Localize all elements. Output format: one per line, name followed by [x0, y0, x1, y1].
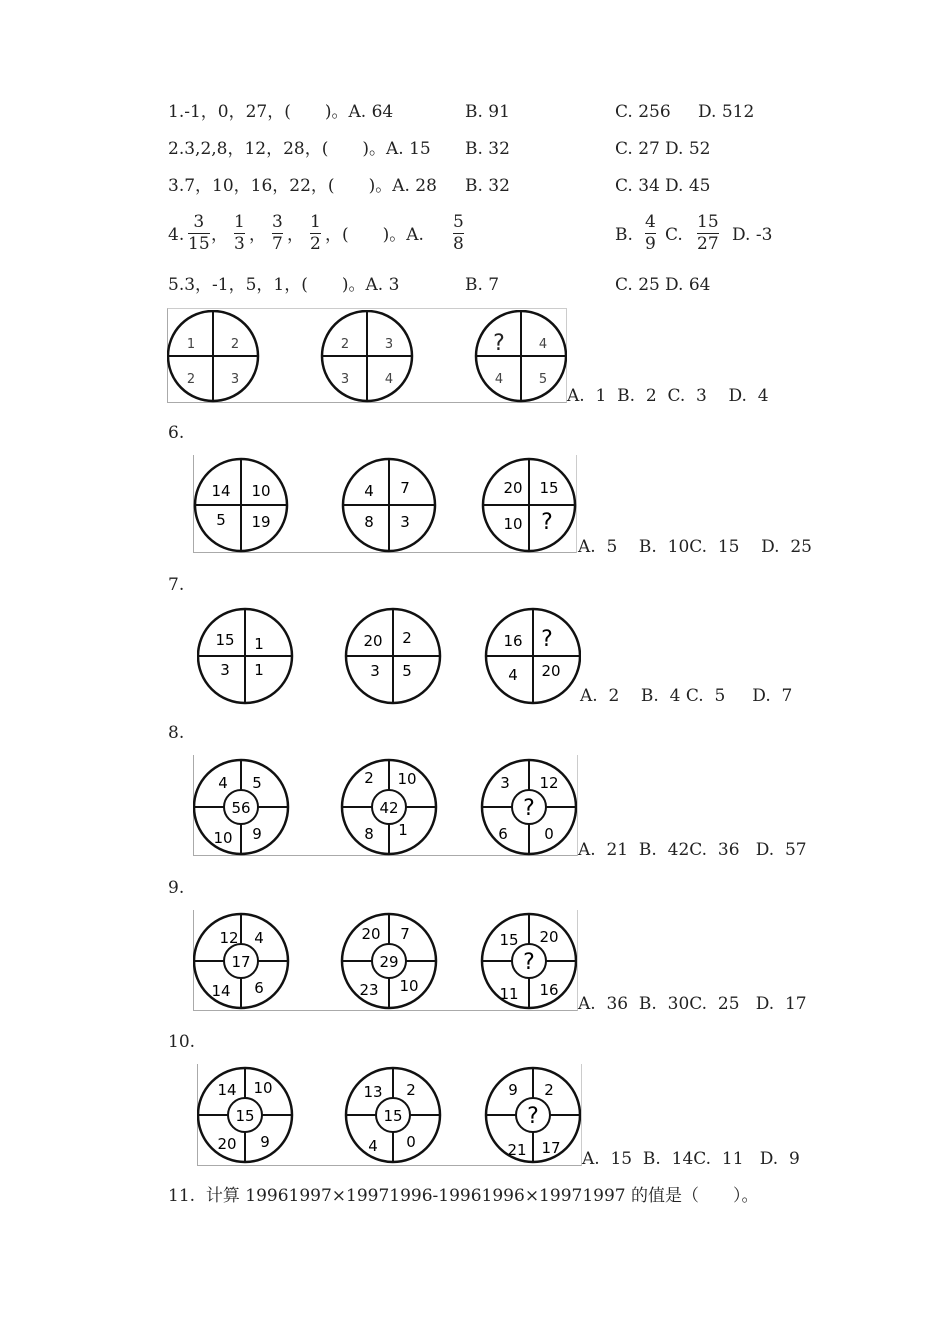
q3-stem: 3.7，10，16，22，( )。A. 28	[168, 176, 437, 196]
q4-separator: ，	[249, 225, 266, 245]
q10-circle-2	[346, 1068, 440, 1162]
q4-fraction-2	[234, 213, 245, 254]
q8-circle-1	[194, 760, 288, 854]
fraction-denominator: 9	[645, 234, 656, 254]
q7-circle-2	[346, 609, 440, 703]
cell-tl: 20	[503, 479, 523, 497]
cell-bl: 10	[503, 515, 523, 533]
cell-tl: 14	[211, 482, 231, 500]
q10-options: A. 15 B. 14C. 11 D. 9	[582, 1149, 800, 1169]
q2-option-b: B. 32	[465, 139, 510, 159]
q1-option-d: D. 512	[698, 102, 755, 122]
cell-tr: 1	[254, 635, 264, 653]
q8-label: 8.	[168, 723, 185, 743]
q5-circle-3	[476, 311, 566, 401]
q4-option-a-fraction	[453, 213, 464, 254]
q9-circle-1	[194, 914, 288, 1008]
cell-tr: 10	[251, 482, 271, 500]
q9-circle-3	[482, 914, 576, 1008]
q9-options: A. 36 B. 30C. 25 D. 17	[578, 994, 807, 1014]
cell-br: 4	[384, 372, 394, 387]
q4-option-c-label: C.	[665, 225, 683, 245]
cell-center: 15	[235, 1107, 255, 1125]
q9-figure	[193, 912, 577, 1014]
cell-tl: ?	[493, 331, 505, 356]
cell-br: 16	[539, 981, 559, 999]
cell-bl: 6	[498, 825, 508, 843]
q4-fraction-1	[188, 213, 210, 254]
fraction-denominator: 8	[453, 234, 464, 254]
q2-option-d: D. 52	[665, 139, 711, 159]
cell-br: 1	[254, 661, 264, 679]
q5-figure-options: A. 1 B. 2 C. 3 D. 4	[567, 386, 769, 406]
cell-br: ?	[541, 510, 553, 535]
fraction-numerator: 15	[697, 212, 719, 232]
cell-tl: 14	[217, 1081, 237, 1099]
cell-bl: 14	[211, 982, 231, 1000]
q7-circle-3	[486, 609, 580, 703]
q1-option-c: C. 256	[615, 102, 671, 122]
cell-bl: 2	[186, 372, 196, 387]
fraction-denominator: 3	[234, 234, 245, 254]
fraction-denominator: 2	[310, 234, 321, 254]
q5-option-d: D. 64	[665, 275, 711, 295]
q5-option-c: C. 25	[615, 275, 660, 295]
q7-options: A. 2 B. 4 C. 5 D. 7	[580, 686, 793, 706]
cell-tl: 4	[364, 482, 374, 500]
cell-tl: 15	[215, 631, 235, 649]
q4-option-b-label: B.	[615, 225, 633, 245]
q1-stem: 1.-1，0，27，( )。A. 64	[168, 102, 394, 122]
cell-bl: 10	[213, 829, 233, 847]
fraction-numerator: 3	[193, 212, 205, 232]
cell-center: 15	[383, 1107, 403, 1125]
cell-tl: 9	[508, 1081, 518, 1099]
cell-bl: 4	[494, 372, 504, 387]
cell-tr: 2	[406, 1081, 416, 1099]
cell-tr: 20	[539, 928, 559, 946]
q5-figure	[167, 310, 567, 408]
cell-tr: 15	[539, 479, 559, 497]
q4-fraction-4	[310, 213, 321, 254]
q6-circle-2	[343, 459, 435, 551]
q8-options: A. 21 B. 42C. 36 D. 57	[578, 840, 807, 860]
q5-circle-1	[168, 311, 258, 401]
q9-label: 9.	[168, 878, 185, 898]
cell-br: 5	[538, 372, 548, 387]
cell-tr: 10	[253, 1079, 273, 1097]
cell-center: 17	[231, 953, 251, 971]
cell-tl: 20	[361, 925, 381, 943]
q6-circle-3	[483, 459, 575, 551]
q5-stem: 5.3，-1，5，1，( )。A. 3	[168, 275, 400, 295]
q6-options: A. 5 B. 10C. 15 D. 25	[578, 537, 812, 557]
cell-br: 0	[544, 825, 554, 843]
q7-label: 7.	[168, 575, 185, 595]
cell-tl: 20	[363, 632, 383, 650]
cell-tl: 12	[219, 929, 239, 947]
cell-tl: 13	[363, 1083, 383, 1101]
q9-circle-2	[342, 914, 436, 1008]
cell-bl: 20	[217, 1135, 237, 1153]
cell-tr: 10	[397, 770, 417, 788]
q8-circle-3	[482, 760, 576, 854]
q3-option-d: D. 45	[665, 176, 711, 196]
fraction-numerator: 5	[453, 212, 464, 232]
cell-center: 56	[231, 799, 251, 817]
q11-text: 11. 计算 19961997×19971996-19961996×19971997 的值是（ ）。	[168, 1186, 759, 1206]
q4-option-b-fraction	[645, 213, 656, 254]
cell-br: 1	[398, 821, 408, 839]
cell-bl: 8	[364, 825, 374, 843]
cell-tr: ?	[541, 627, 553, 652]
cell-bl: 3	[370, 662, 380, 680]
cell-center: ?	[527, 1104, 539, 1129]
cell-bl: 21	[507, 1141, 527, 1159]
cell-br: 0	[406, 1133, 416, 1151]
cell-tl: 2	[364, 769, 374, 787]
q2-option-c: C. 27	[615, 139, 660, 159]
cell-br: 6	[254, 979, 264, 997]
cell-center: 29	[379, 953, 399, 971]
fraction-denominator: 15	[188, 234, 210, 254]
cell-tl: 15	[499, 931, 519, 949]
q5-circle-2	[322, 311, 412, 401]
q8-circle-2	[342, 760, 436, 854]
q7-circle-1	[198, 609, 292, 703]
cell-tr: 4	[538, 337, 548, 352]
q10-figure	[197, 1066, 581, 1168]
q4-fraction-3	[272, 213, 283, 254]
fraction-numerator: 1	[234, 212, 245, 232]
cell-tr: 7	[400, 925, 410, 943]
q10-circle-3	[486, 1068, 580, 1162]
q6-circle-1	[195, 459, 287, 551]
cell-br: 10	[399, 977, 419, 995]
cell-tl: 3	[500, 774, 510, 792]
cell-center: ?	[523, 950, 535, 975]
fraction-numerator: 4	[645, 212, 656, 232]
cell-bl: 4	[508, 666, 518, 684]
cell-bl: 8	[364, 513, 374, 531]
q10-label: 10.	[168, 1032, 196, 1052]
cell-bl: 11	[499, 985, 519, 1003]
cell-br: 9	[252, 825, 262, 843]
cell-bl: 3	[220, 661, 230, 679]
cell-tl: 16	[503, 632, 523, 650]
q4-option-c-fraction	[697, 213, 719, 254]
cell-bl: 23	[359, 981, 379, 999]
cell-bl: 4	[368, 1137, 378, 1155]
cell-tr: 3	[384, 337, 394, 352]
q8-figure	[193, 758, 577, 860]
cell-br: 9	[260, 1133, 270, 1151]
cell-br: 20	[541, 662, 561, 680]
q7-figure	[197, 607, 581, 709]
q4-separator: ，	[287, 225, 304, 245]
cell-center: ?	[523, 796, 535, 821]
cell-tr: 5	[252, 774, 262, 792]
cell-br: 5	[402, 662, 412, 680]
q6-label: 6.	[168, 423, 185, 443]
cell-br: 3	[230, 372, 240, 387]
cell-tl: 1	[186, 337, 196, 352]
cell-bl: 3	[340, 372, 350, 387]
cell-tr: 2	[402, 629, 412, 647]
cell-tr: 12	[539, 774, 559, 792]
cell-br: 19	[251, 513, 271, 531]
cell-tr: 4	[254, 929, 264, 947]
cell-tr: 7	[400, 479, 410, 497]
q5-option-b: B. 7	[465, 275, 500, 295]
cell-tr: 2	[230, 337, 240, 352]
q2-stem: 2.3,2,8，12，28，( )。A. 15	[168, 139, 431, 159]
cell-bl: 5	[216, 511, 226, 529]
fraction-numerator: 3	[272, 212, 283, 232]
q3-option-c: C. 34	[615, 176, 660, 196]
cell-br: 17	[541, 1139, 561, 1157]
q10-circle-1	[198, 1068, 292, 1162]
fraction-numerator: 1	[310, 212, 321, 232]
q4-separator: ，	[211, 225, 228, 245]
cell-tl: 2	[340, 337, 350, 352]
q4-option-d: D. -3	[732, 225, 773, 245]
cell-tl: 4	[218, 774, 228, 792]
q4-prefix: 4.	[168, 225, 185, 245]
cell-tr: 2	[544, 1081, 554, 1099]
fraction-denominator: 7	[272, 234, 283, 254]
q3-option-b: B. 32	[465, 176, 510, 196]
q4-blank: ，( )。A.	[325, 225, 424, 245]
q1-option-b: B. 91	[465, 102, 510, 122]
fraction-denominator: 27	[697, 234, 719, 254]
cell-center: 42	[379, 799, 399, 817]
q6-figure	[193, 457, 577, 557]
cell-br: 3	[400, 513, 410, 531]
